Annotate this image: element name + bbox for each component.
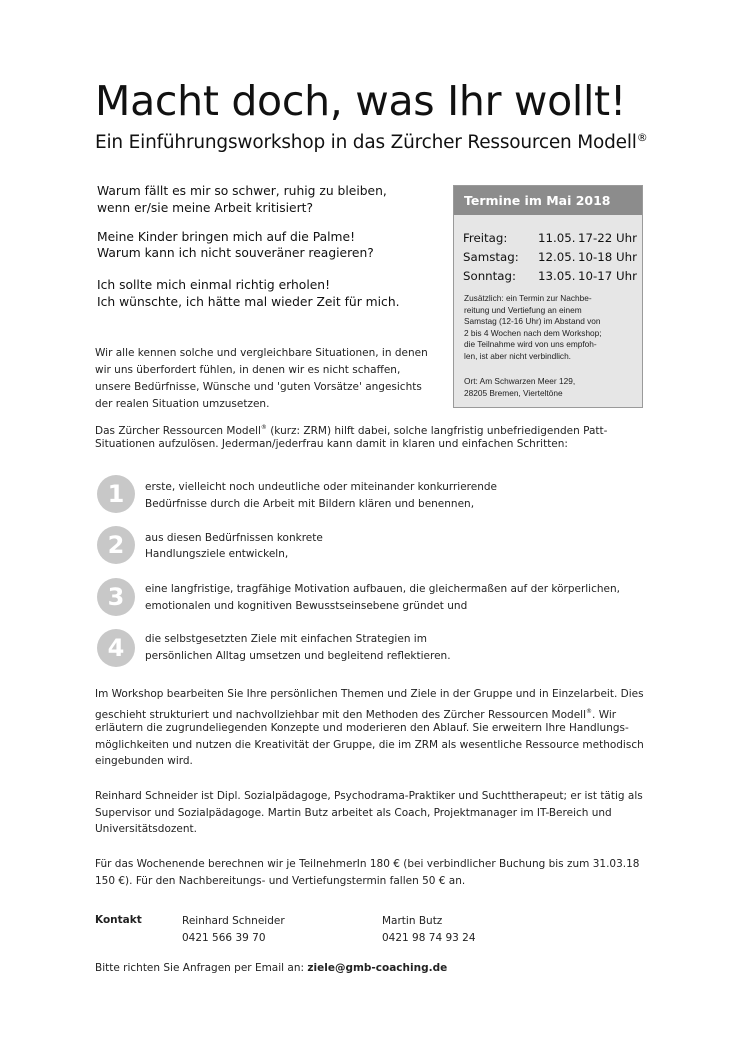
- email-request-text: Bitte richten Sie Anfragen per Email an:: [95, 962, 308, 974]
- contact-label: Kontakt: [95, 914, 142, 926]
- step-text-line: die selbstgesetzten Ziele mit einfachen Strategien im: [145, 633, 427, 645]
- workshop-text: geschieht strukturiert und nachvollziehbar mit den Methoden des Zürcher Ressourcen Modell: [95, 709, 587, 721]
- dates-location-line: 28205 Bremen, Vierteltöne: [464, 388, 563, 398]
- date-day: Sonntag:: [463, 269, 516, 283]
- intro-line: Wir alle kennen solche und vergleichbare Situationen, in denen: [95, 347, 428, 359]
- trainers-line: Supervisor und Sozialpädagoge. Martin Butz arbeitet als Coach, Projektmanager im IT-Bereich und: [95, 807, 612, 819]
- dates-note-line: 2 bis 4 Wochen nach dem Workshop;: [464, 327, 602, 338]
- page-title: Macht doch, was Ihr wollt!: [95, 77, 626, 125]
- zrm-text: Das Zürcher Ressourcen Modell: [95, 425, 261, 437]
- step-number-badge: 4: [97, 629, 135, 667]
- date-time: 10-18 Uhr: [578, 250, 637, 264]
- step-text-line: Handlungsziele entwickeln,: [145, 548, 289, 560]
- dates-box-heading: Termine im Mai 2018: [454, 186, 642, 215]
- registered-mark: ®: [586, 708, 593, 715]
- step-number-badge: 2: [97, 526, 135, 564]
- intro-line: unsere Bedürfnisse, Wünsche und 'guten Vorsätze' angesichts: [95, 381, 422, 393]
- contact-name: Martin Butz: [382, 915, 443, 927]
- step-text-line: persönlichen Alltag umsetzen und begleitend reflektieren.: [145, 650, 451, 662]
- workshop-line: eingebunden wird.: [95, 755, 193, 767]
- registered-mark: ®: [636, 131, 648, 144]
- zrm-line: Situationen aufzulösen. Jederman/jederfrau kann damit in klaren und einfachen Schritten:: [95, 438, 568, 450]
- question-line: Warum fällt es mir so schwer, ruhig zu bleiben,: [97, 184, 387, 198]
- registered-mark: ®: [260, 424, 267, 431]
- step-text-line: eine langfristige, tragfähige Motivation aufbauen, die gleichermaßen auf der körperlichen,: [145, 583, 620, 595]
- dates-location-line: Ort: Am Schwarzen Meer 129,: [464, 376, 576, 386]
- price-line: 150 €). Für den Nachbereitungs- und Vertiefungstermin fallen 50 € an.: [95, 875, 466, 887]
- workshop-line: erläutern die zugrundeliegenden Konzepte und moderieren den Ablauf. Sie erweitern Ihre Handlungs-: [95, 722, 629, 734]
- date-day: Freitag:: [463, 231, 508, 245]
- workshop-line: Im Workshop bearbeiten Sie Ihre persönlichen Themen und Ziele in der Gruppe und in Einzelarbeit. Dies: [95, 688, 644, 700]
- email-link[interactable]: ziele@gmb-coaching.de: [307, 962, 448, 974]
- email-request: [95, 960, 447, 977]
- intro-line: wir uns überfordert fühlen, in denen wir es nicht schaffen,: [95, 364, 401, 376]
- question-line: Warum kann ich nicht souveräner reagieren?: [97, 246, 374, 260]
- date-date: 12.05.: [538, 250, 576, 264]
- contact-name: Reinhard Schneider: [182, 915, 285, 927]
- zrm-text: (kurz: ZRM) hilft dabei, solche langfristig unbefriedigenden Patt-: [266, 425, 608, 437]
- date-time: 17-22 Uhr: [578, 231, 637, 245]
- dates-note-line: die Teilnahme wird von uns empfoh-: [464, 339, 597, 349]
- dates-box: [453, 185, 643, 408]
- date-day: Samstag:: [463, 250, 519, 264]
- question-line: Ich sollte mich einmal richtig erholen!: [97, 278, 331, 292]
- price-line: Für das Wochenende berechnen wir je TeilnehmerIn 180 € (bei verbindlicher Buchung bis zum 31.03.18: [95, 858, 640, 870]
- date-time: 10-17 Uhr: [578, 269, 637, 283]
- contact-phone: 0421 566 39 70: [182, 932, 266, 944]
- workshop-text: . Wir: [592, 709, 617, 721]
- subtitle-text: Ein Einführungsworkshop in das Zürcher Ressourcen Modell: [95, 132, 637, 153]
- step-text-line: emotionalen und kognitiven Bewusstseinsebene gründet und: [145, 600, 468, 612]
- dates-note-line: reitung und Vertiefung an einem: [464, 304, 582, 315]
- intro-line: der realen Situation umzusetzen.: [95, 398, 270, 410]
- workshop-line: möglichkeiten und nutzen die Kreativität der Gruppe, die im ZRM als wesentliche Ressource methodisch: [95, 739, 644, 751]
- contact-phone: 0421 98 74 93 24: [382, 932, 476, 944]
- date-date: 11.05.: [538, 231, 576, 245]
- page-subtitle: [95, 126, 648, 155]
- step-text-line: Bedürfnisse durch die Arbeit mit Bildern klären und benennen,: [145, 498, 475, 510]
- step-number-badge: 3: [97, 578, 135, 616]
- question-line: Meine Kinder bringen mich auf die Palme!: [97, 230, 356, 244]
- step-text-line: erste, vielleicht noch undeutliche oder miteinander konkurrierende: [145, 481, 498, 493]
- dates-note-line: len, ist aber nicht verbindlich.: [464, 350, 571, 361]
- question-line: Ich wünschte, ich hätte mal wieder Zeit für mich.: [97, 295, 400, 309]
- trainers-line: Universitätsdozent.: [95, 823, 197, 835]
- date-date: 13.05.: [538, 269, 576, 283]
- dates-note-line: Zusätzlich: ein Termin zur Nachbe-: [464, 293, 592, 303]
- trainers-line: Reinhard Schneider ist Dipl. Sozialpädagoge, Psychodrama-Praktiker und Suchttherapeut; er ist tätig als: [95, 790, 643, 802]
- step-number-badge: 1: [97, 475, 135, 513]
- step-text-line: aus diesen Bedürfnissen konkrete: [145, 532, 323, 544]
- dates-note-line: Samstag (12-16 Uhr) im Abstand von: [464, 316, 601, 326]
- question-line: wenn er/sie meine Arbeit kritisiert?: [97, 201, 314, 215]
